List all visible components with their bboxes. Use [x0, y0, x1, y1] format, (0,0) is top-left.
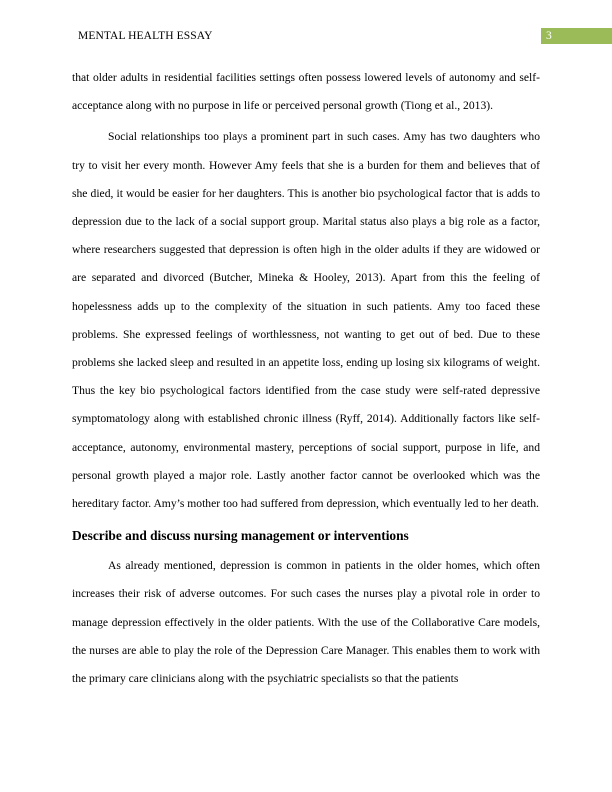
section-heading: Describe and discuss nursing management or interventions — [72, 528, 409, 544]
page-number: 3 — [541, 28, 612, 44]
paragraph-nursing-management: As already mentioned, depression is common in patients in the older homes, which often increases their risk of adverse outcomes. For such cases the nurses play a pivotal role in order to manage depression effectively in the older patients. With the use of the Collaborative Care models, the nurses are able to play the role of the Depression Care Manager. This enables them to work with the primary care clinicians along with the psychiatric specialists so that the patients — [72, 559, 540, 686]
document-body — [72, 64, 540, 693]
paragraph-continuation: that older adults in residential facilities settings often possess lowered levels of autonomy and self-acceptance along with no purpose in life or perceived personal growth (Tiong et al., 2013). — [72, 71, 540, 113]
paragraph-social-relationships: Social relationships too plays a prominent part in such cases. Amy has two daughters who try to visit her every month. However Amy feels that she is a burden for them and believes that of she died, it would be easier for her daughters. This is another bio psychological factor that is adds to depression due to the lack of a social support group. Marital status also plays a big role as a factor, where researchers suggested that depression is often high in the older adults if they are widowed or are separated and divorced (Butcher, Mineka & Hooley, 2013). Apart from this the feeling of hopelessness adds up to the complexity of the situation in such patients. Amy too faced these problems. She expressed feelings of worthlessness, not wanting to get out of bed. Due to these problems she lacked sleep and resulted in an appetite loss, ending up losing six kilograms of weight. Thus the key bio psychological factors identified from the case study were self-rated depressive symptomatology along with established chronic illness (Ryff, 2014). Additionally factors like self-acceptance, autonomy, environmental mastery, perceptions of social support, purpose in life, and personal growth played a major role. Lastly another factor cannot be overlooked which was the hereditary factor. Amy’s mother too had suffered from depression, which eventually led to her death. — [72, 130, 540, 511]
running-head: MENTAL HEALTH ESSAY — [78, 30, 213, 42]
